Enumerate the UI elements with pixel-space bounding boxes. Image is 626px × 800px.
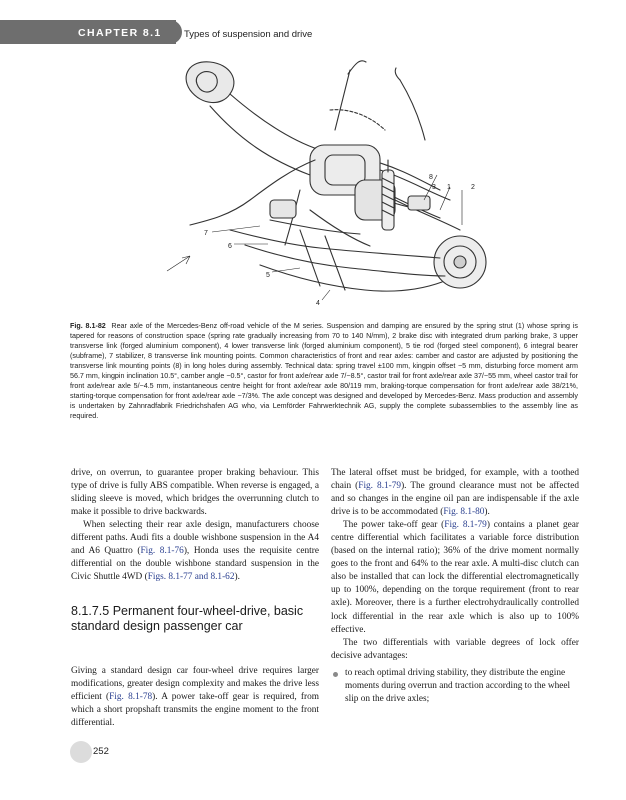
section-heading-text: Permanent four-wheel-drive, basic standard design passenger car	[71, 604, 304, 633]
section-number: 8.1.7.5	[71, 604, 110, 618]
advantages-list	[331, 667, 579, 706]
section-heading	[71, 604, 321, 634]
paragraph: When selecting their rear axle design, manufacturers choose different paths. Audi fits a double wishbone suspension in the A4 and A6 Quattro (Fig. 8.1-76), Honda uses the requisite centre differential on the double wishbone standard suspension in the Civic Shuttle 4WD (Figs. 8.1-77 and 8.1-62).	[71, 520, 319, 583]
callout-label: 4	[316, 300, 320, 307]
paragraph: The lateral offset must be bridged, for example, with a toothed chain (Fig. 8.1-79). The ground clearance must not be affected and so changes in the engine oil pan are indispensable if the axle drive is to be accommodated (Fig. 8.1-80).	[331, 468, 579, 518]
rear-axle-figure	[150, 50, 510, 312]
left-column	[71, 467, 319, 584]
chapter-label: CHAPTER 8.1	[78, 27, 162, 39]
list-item: to reach optimal driving stability, they distribute the engine moments during overrun and traction according to the wheel slip on the drive axles;	[331, 667, 579, 706]
callout-label: 1	[447, 184, 451, 191]
callout-label: 8	[429, 174, 433, 181]
callout-label: 3	[432, 184, 436, 191]
callout-label: 7	[204, 230, 208, 237]
figure-reference-link[interactable]: Fig. 8.1-79	[444, 520, 487, 531]
running-title: Types of suspension and drive	[184, 29, 313, 40]
figure-reference-link[interactable]: Fig. 8.1-78	[109, 692, 153, 703]
paragraph: The power take-off gear (Fig. 8.1-79) contains a planet gear centre differential which facilitates a variable force distribution (based on the internal ratio); 36% of the drive moment normally goes to the front and 64% to the rear axle. A multi-disc clutch can also be installed that can lock the differential electromagnetically up to 100%, depending on the torque requirement (front to rear axle). Moreover, there is a further electrohydraulically controlled lock differential in the rear axle which is also up to 100% effective.	[331, 520, 579, 635]
callout-label: 2	[471, 184, 475, 191]
paragraph: drive, on overrun, to guarantee proper braking behaviour. This type of drive is fully ABS compatible. When reverse is engaged, a sliding sleeve is moved, which bridges the overrunning clutch to make it possible to drive backwards.	[71, 468, 319, 518]
page-footer	[70, 741, 110, 763]
figure-reference-link[interactable]: Figs. 8.1-77 and 8.1-62	[147, 572, 235, 583]
right-column	[331, 467, 579, 706]
caption-text: Rear axle of the Mercedes-Benz off-road vehicle of the M series. Suspension and damping are ensured by the spring strut (1) whose spring is tapered for reasons of construction space (spring rate gradually increasing from 70 to 140 N/mm), 2 brake disc with integrated drum parking brake, 3 upper transverse link (forged aluminium component), 4 lower transverse link (forged aluminium component), 5 tie rod (forged steel component), 6 integral bearer (subframe), 7 stabilizer, 8 transverse link mounting points. Common characteristics of front and rear axles: camber and castor are adjusted by positioning the transverse link mounting points (8) in long holes during assembly. Technical data: spring travel ±100 mm, kingpin offset −5 mm, disturbing force moment arm 56.7 mm, kingpin inclination 10.5°, camber angle −0.5°, castor for front axle/rear axle 7/−8.5°, castor trail for front axle/rear axle 37/−55 mm, wheel castor trail for front axle/rear axle 5/−4.5 mm, instantaneous centre height for front axle/rear axle 80/119 mm, braking-torque compensation for front axle/rear axle 38/21%, starting-torque compensation for front axle/rear axle −7/3%. The axle concept was designed and developed by Mercedes-Benz. Mass production and assembly is undertaken by Zahnradfabrik Friedrichshafen AG who, via Lemförder Fahrwerktechnik AG, supply the complete subassemblies to the assembly line as required.	[70, 322, 578, 420]
callout-label: 6	[228, 243, 232, 250]
figure-reference-link[interactable]: Fig. 8.1-80	[443, 507, 485, 518]
figure-reference-link[interactable]: Fig. 8.1-76	[140, 546, 184, 557]
paragraph: The two differentials with variable degrees of lock offer decisive advantages:	[331, 637, 579, 661]
figure-caption	[70, 321, 578, 421]
left-column-lower	[71, 656, 319, 740]
figure-reference-link[interactable]: Fig. 8.1-79	[358, 481, 402, 492]
caption-label: Fig. 8.1-82	[70, 322, 106, 330]
callout-label: 5	[266, 272, 270, 279]
bullet-icon	[333, 672, 338, 677]
page-header	[0, 0, 626, 44]
page-number-circle	[70, 741, 92, 763]
paragraph: Giving a standard design car four-wheel drive requires larger modifications, greater design complexity and makes the drive less efficient (Fig. 8.1-78). A power take-off gear is required, from which a short propshaft transmits the engine moment to the front differential.	[71, 666, 319, 729]
page-number: 252	[93, 746, 109, 757]
